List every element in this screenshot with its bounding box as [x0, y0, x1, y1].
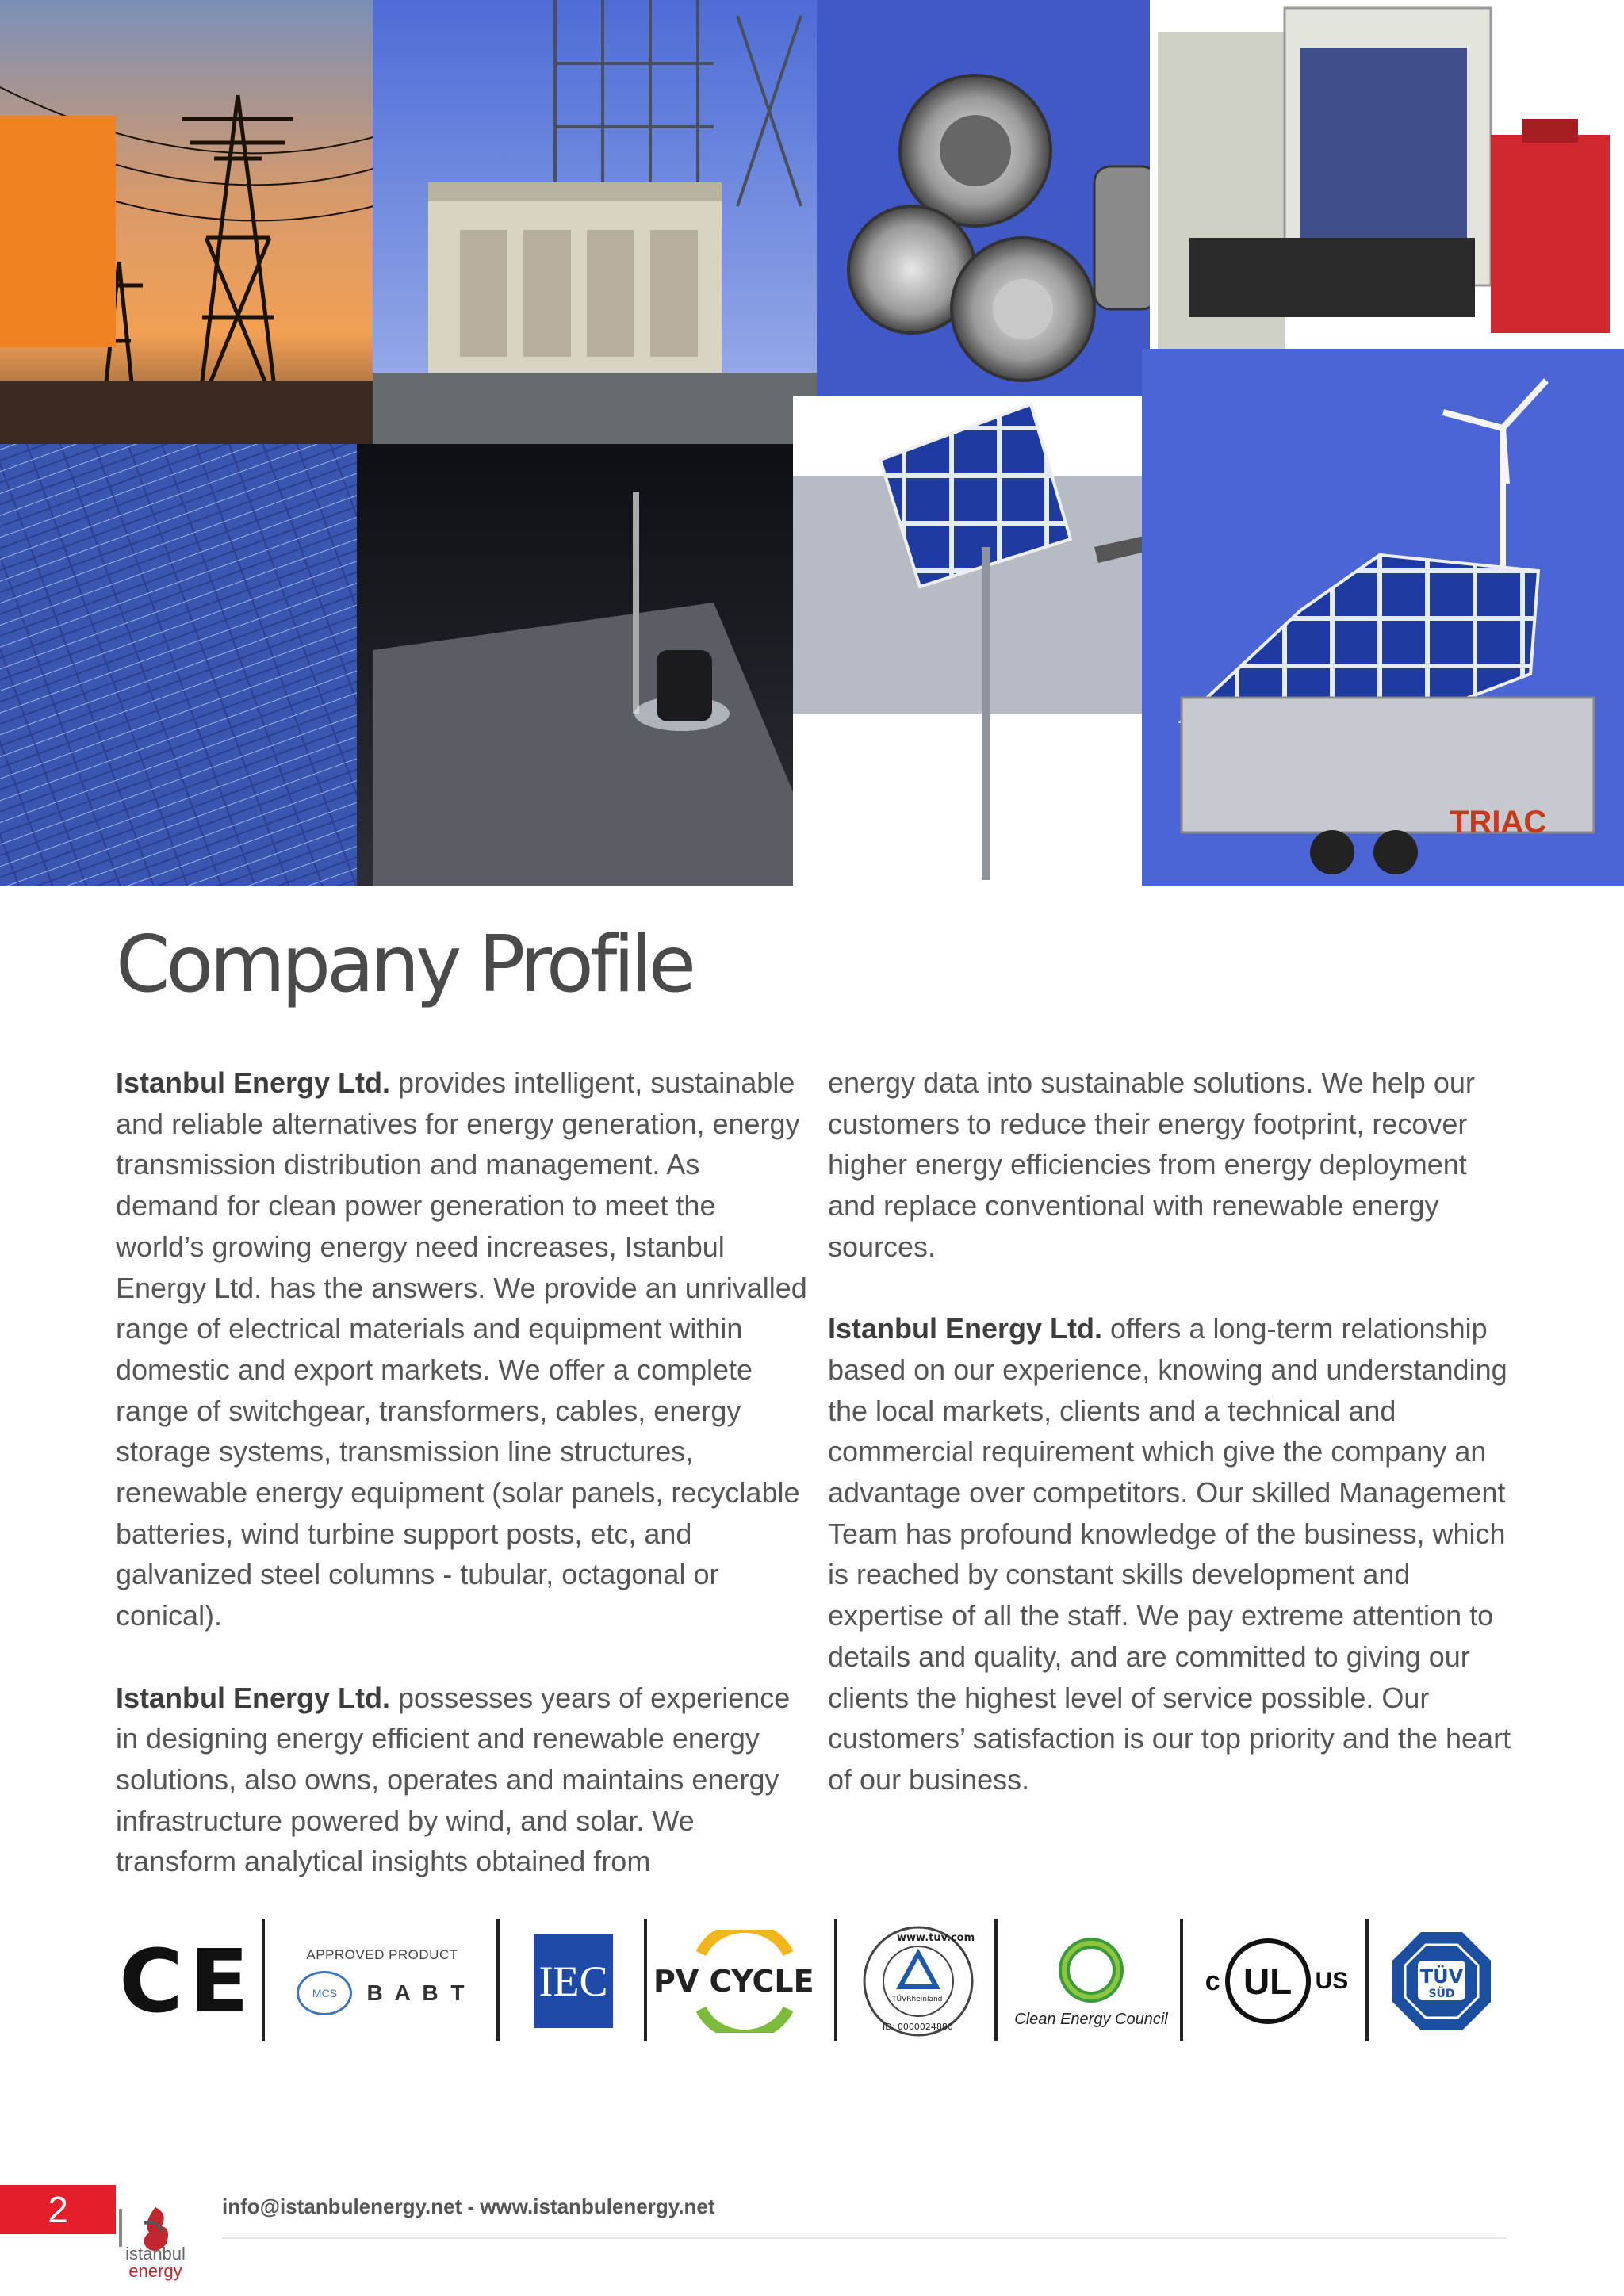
page-number [0, 2185, 116, 2234]
ul-circle [1225, 1938, 1311, 2024]
tuv-sud-bottom-text: SÜD [1428, 1988, 1455, 2000]
paragraph-text: offers a long-term relationship based on our experience, knowing and understanding the local markets, clients and a technical and commercial requirement which give the company an advantage over competitors. Our skilled Management Team has profound knowledge of the business, which is reached by constant skills development and expertise of all the staff. We pay extreme attention to details and quality, and are committed to giving our clients the highest level of service possible. Our customers’ satisfaction is our top priority and the heart of our business. [828, 1312, 1511, 1796]
logo-text-line1: istanbul [125, 2244, 186, 2263]
logo-divider [644, 1919, 647, 2041]
company-name: Istanbul Energy Ltd. [828, 1312, 1103, 1345]
logo-text-line2: energy [128, 2261, 182, 2281]
mcs-badge [297, 1971, 352, 2015]
footer-contact[interactable]: info@istanbulenergy.net - www.istanbulenergy.net [222, 2195, 715, 2218]
triac-logo: TRIAC [1450, 805, 1547, 840]
tuv-sud-octagon-icon [1389, 1929, 1494, 2034]
logo-divider [496, 1919, 500, 2041]
clean-energy-text: Clean Energy Council [1014, 2010, 1168, 2028]
pv-cycle-emblem-icon [653, 1930, 833, 2033]
clean-energy-ring-icon [1055, 1934, 1127, 2006]
company-name: Istanbul Energy Ltd. [116, 1681, 391, 1714]
right-column [828, 1062, 1519, 1841]
tuv-url-text: www.tuv.com [897, 1932, 975, 1944]
company-name: Istanbul Energy Ltd. [116, 1066, 391, 1099]
babt-approved-logo [271, 1919, 493, 2044]
ce-mark-logo [116, 1919, 259, 2044]
logo-divider [1365, 1919, 1369, 2041]
tuv-sud-top-text: TÜV [1419, 1965, 1464, 1988]
mcs-text: MCS [312, 1987, 338, 1999]
clean-energy-council-logo [1004, 1919, 1178, 2044]
footer-divider [222, 2237, 1507, 2239]
babt-text: B A B T [366, 1980, 468, 2005]
approved-product-text: APPROVED PRODUCT [306, 1947, 458, 1962]
hero-collage [0, 0, 1624, 886]
ul-c-text: c [1205, 1965, 1220, 1996]
pv-cycle-logo [653, 1919, 833, 2044]
logo-divider [262, 1919, 265, 2041]
paragraph-text: energy data into sustainable solutions. We help our customers to reduce their energy footprint, recover higher energy efficiencies from energy deployment and replace conventional with renewable energy sources. [828, 1066, 1475, 1263]
paragraph [116, 1062, 807, 1636]
iec-text: IEC [534, 1934, 613, 2028]
logo-divider [834, 1919, 837, 2041]
tuv-sud-logo [1375, 1919, 1508, 2044]
paragraph [828, 1062, 1519, 1268]
footer-logo-text [116, 2245, 195, 2280]
pv-cycle-text: PV CYCLE [653, 1964, 814, 1999]
page-number-text: 2 [48, 2189, 68, 2230]
ul-us-text: US [1315, 1968, 1349, 1994]
ul-text: UL [1243, 1961, 1293, 2002]
left-column [116, 1062, 807, 1923]
ul-listed-logo [1189, 1919, 1364, 2044]
orange-accent-tab [0, 116, 116, 347]
tuv-rheinland-logo [844, 1919, 993, 2044]
ce-mark-text: CE [119, 1931, 255, 2032]
tuv-id-text: ID: 0000024880 [883, 2022, 953, 2032]
logo-divider [1180, 1919, 1183, 2041]
logo-divider [994, 1919, 998, 2041]
iec-logo [506, 1919, 641, 2044]
paragraph [116, 1678, 807, 1883]
paragraph-text: possesses years of experience in designing energy efficient and renewable energy solutions, also owns, operates and maintains energy infrastructure powered by wind, and solar. We transform analytical insights obtained from [116, 1681, 791, 1878]
paragraph [828, 1308, 1519, 1800]
tuv-rheinland-seal-icon [859, 1922, 978, 2041]
tuv-rheinland-text: TÜVRheinland [892, 1996, 943, 2003]
certification-logos [116, 1919, 1508, 2044]
paragraph-text: provides intelligent, sustainable and reliable alternatives for energy generation, energy transmission distribution and management. As demand for clean power generation to meet the world’s growing energy need increases, Istanbul Energy Ltd. has the answers. We provide an unrivalled range of electrical materials and equipment within domestic and export markets. We offer a complete range of switchgear, transformers, cables, energy storage systems, transmission line structures, renewable energy equipment (solar panels, recyclable batteries, wind turbine support posts, etc, and galvanized steel columns - tubular, octagonal or conical). [116, 1066, 807, 1632]
page-title: Company Profile [116, 920, 693, 1010]
